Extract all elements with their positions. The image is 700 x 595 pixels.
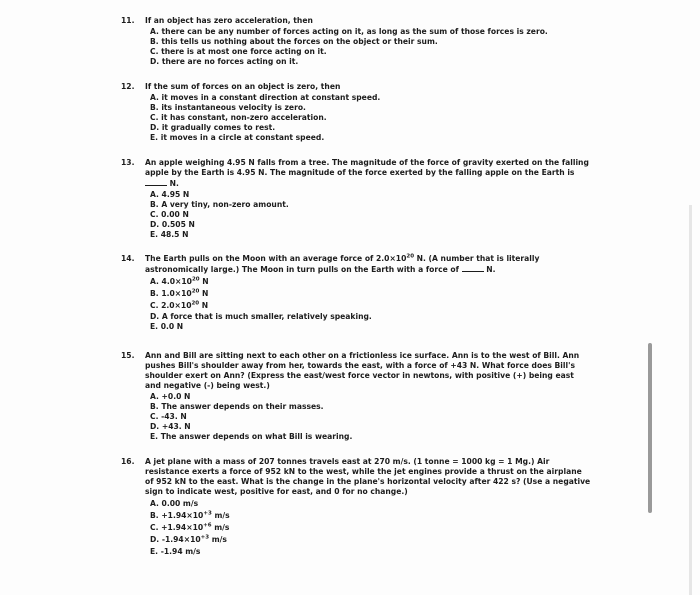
answer-blank: [145, 178, 167, 186]
option-a[interactable]: A. there can be any number of forces acting on it, as long as the sum of those forces is zero.: [150, 27, 548, 36]
question-text: [145, 158, 591, 189]
options-list: [150, 190, 591, 240]
question-text: [145, 254, 591, 275]
option-base: B. +1.94×10: [150, 511, 204, 520]
question-13: [121, 158, 591, 240]
option-base: C. +1.94×10: [150, 523, 204, 532]
scrollbar-thumb[interactable]: [648, 343, 652, 513]
question-text-unit: N.: [169, 179, 179, 188]
question-number: 13.: [121, 158, 135, 167]
question-number: 14.: [121, 254, 135, 263]
option-unit: m/s: [211, 523, 230, 532]
option-base: B. 1.0×10: [150, 289, 192, 298]
option-exponent: +6: [203, 522, 212, 529]
option-b[interactable]: [150, 288, 591, 300]
option-b[interactable]: B. A very tiny, non-zero amount.: [150, 200, 289, 209]
option-c[interactable]: C. 0.00 N: [150, 210, 189, 219]
option-a[interactable]: A. it moves in a constant direction at constant speed.: [150, 93, 381, 102]
question-16: [121, 457, 591, 558]
option-e[interactable]: E. The answer depends on what Bill is wearing.: [150, 432, 353, 441]
option-c[interactable]: C. -43. N: [150, 412, 187, 421]
option-exponent: 20: [191, 288, 200, 295]
option-base: A. 0.00 m/s: [150, 499, 199, 508]
option-unit: N: [199, 301, 209, 310]
option-unit: N: [199, 277, 209, 286]
question-number: 16.: [121, 457, 135, 466]
option-a[interactable]: [150, 498, 591, 510]
options-list: [150, 392, 591, 442]
option-b[interactable]: B. The answer depends on their masses.: [150, 402, 324, 411]
option-a[interactable]: A. 4.95 N: [150, 190, 190, 199]
option-c[interactable]: C. it has constant, non-zero acceleration.: [150, 113, 327, 122]
option-exponent: 20: [191, 276, 200, 283]
question-11: [121, 16, 591, 67]
option-b[interactable]: [150, 510, 591, 522]
page-scrollbar-track[interactable]: [689, 205, 692, 595]
option-e[interactable]: [150, 322, 591, 332]
question-14: [121, 254, 591, 332]
question-text-part1: The Earth pulls on the Moon with an average force of 2.0×10: [145, 254, 407, 263]
option-d[interactable]: D. 0.505 N: [150, 220, 195, 229]
option-d[interactable]: D. +43. N: [150, 422, 191, 431]
option-d[interactable]: D. it gradually comes to rest.: [150, 123, 276, 132]
option-base: C. 2.0×10: [150, 301, 192, 310]
option-d[interactable]: D. there are no forces acting on it.: [150, 57, 299, 66]
option-a[interactable]: [150, 276, 591, 288]
option-exponent: +3: [203, 510, 212, 517]
question-number: 12.: [121, 82, 135, 91]
option-base: A. 4.0×10: [150, 277, 192, 286]
option-d[interactable]: [150, 312, 591, 322]
options-list: [150, 27, 591, 67]
option-base: D. -1.94×10: [150, 535, 201, 544]
options-list: [150, 498, 591, 558]
question-text-unit: N.: [486, 265, 496, 274]
options-list: [150, 276, 591, 332]
option-exponent: 20: [191, 300, 200, 307]
question-text: A jet plane with a mass of 207 tonnes travels east at 270 m/s. (1 tonne = 1000 kg = 1 Mg.) Air resistance exerts a force of 952 kN to the west, while the jet engines provide a thrust on the airplane of 952 kN to the east. What is the change in the plane's horizontal velocity after 422 s? (Use a negative sign to indicate west, positive for east, and 0 for no change.): [145, 457, 591, 496]
option-e[interactable]: E. 48.5 N: [150, 230, 189, 239]
question-text-part2: N. (A number that is literally astronomically large.) The Moon in turn pulls on the Earth with a force of: [145, 254, 540, 274]
question-number: 15.: [121, 351, 135, 360]
option-c[interactable]: [150, 522, 591, 534]
question-text-main: An apple weighing 4.95 N falls from a tree. The magnitude of the force of gravity exerted on the falling apple by the Earth is 4.95 N. The magnitude of the force exerted by the falling apple on the Earth is: [145, 158, 589, 177]
options-list: [150, 93, 591, 143]
question-15: [121, 351, 591, 442]
option-unit: m/s: [211, 511, 230, 520]
answer-blank: [462, 264, 484, 272]
question-text: Ann and Bill are sitting next to each other on a frictionless ice surface. Ann is to the west of Bill. Ann pushes Bill's shoulder away from her, towards the east, with a force of +43 N. What force does Bill's shoulder exert on Ann? (Express the east/west force vector in newtons, with positive (+) being east and negative (-) being west.): [145, 351, 580, 390]
option-unit: m/s: [209, 535, 227, 544]
option-e[interactable]: [150, 546, 591, 558]
question-12: [121, 82, 591, 143]
option-exponent: +3: [200, 534, 210, 541]
option-c[interactable]: [150, 300, 591, 312]
option-unit: N: [199, 289, 209, 298]
option-a[interactable]: A. +0.0 N: [150, 392, 191, 401]
exponent: 20: [406, 253, 415, 260]
option-base: E. 0.0 N: [150, 322, 184, 331]
question-text: If the sum of forces on an object is zero, then: [145, 82, 341, 91]
option-c[interactable]: C. there is at most one force acting on it.: [150, 47, 327, 56]
option-e[interactable]: E. it moves in a circle at constant speed.: [150, 133, 325, 142]
option-b[interactable]: B. its instantaneous velocity is zero.: [150, 103, 306, 112]
option-d[interactable]: [150, 534, 591, 546]
option-b[interactable]: B. this tells us nothing about the forces on the object or their sum.: [150, 37, 438, 46]
option-base: E. -1.94 m/s: [150, 547, 201, 556]
question-number: 11.: [121, 16, 135, 25]
question-text: If an object has zero acceleration, then: [145, 16, 313, 25]
option-base: D. A force that is much smaller, relatively speaking.: [150, 312, 372, 321]
